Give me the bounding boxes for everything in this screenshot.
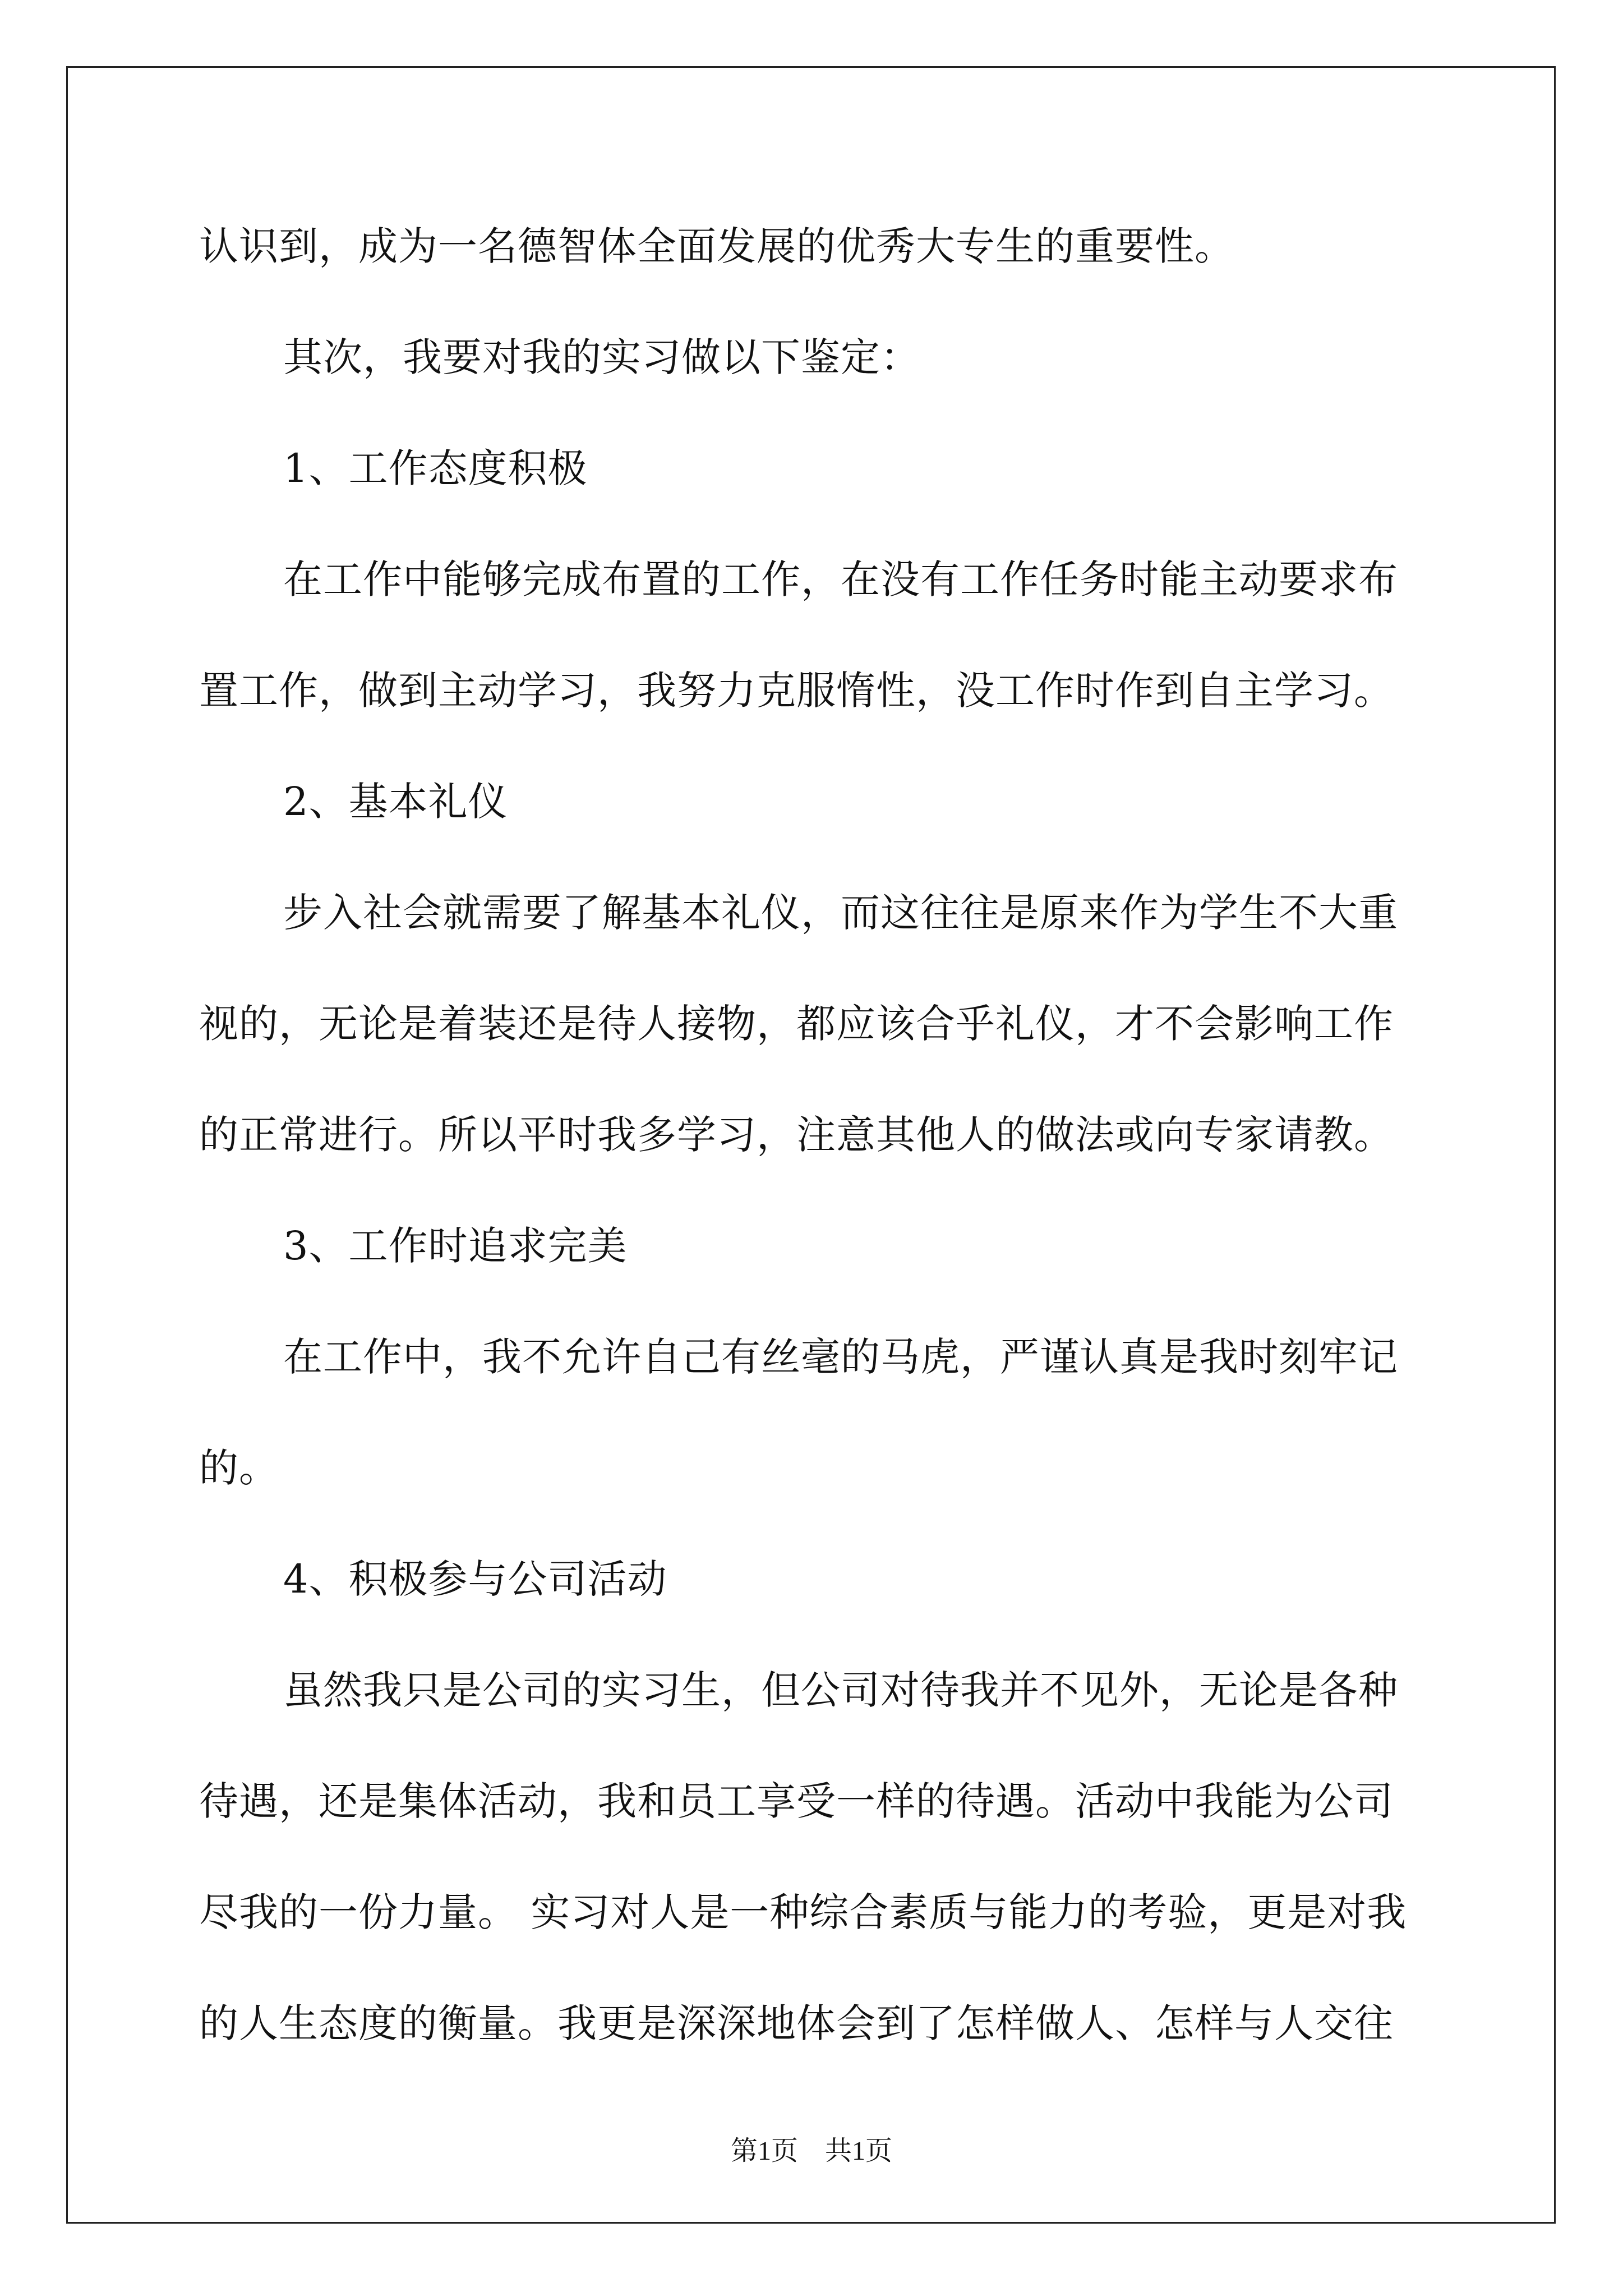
section-heading: 1、工作态度积极 (283, 445, 588, 491)
text-line: 在工作中，我不允许自己有丝毫的马虎，严谨认真是我时刻牢记 (283, 1334, 1398, 1380)
text-line: 在工作中能够完成布置的工作，在没有工作任务时能主动要求布 (283, 556, 1398, 602)
text-line: 其次，我要对我的实习做以下鉴定： (283, 334, 920, 380)
text-line: 步入社会就需要了解基本礼仪，而这往往是原来作为学生不大重 (283, 890, 1398, 936)
document-body (199, 191, 1438, 2079)
text-line: 虽然我只是公司的实习生，但公司对待我并不见外，无论是各种 (283, 1667, 1398, 1713)
text-line: 的。 (199, 1445, 279, 1491)
text-line: 的正常进行。所以平时我多学习，注意其他人的做法或向专家请教。 (199, 1112, 1394, 1158)
text-line: 的人生态度的衡量。我更是深深地体会到了怎样做人、怎样与人交往 (199, 2000, 1394, 2046)
section-heading: 2、基本礼仪 (283, 779, 508, 825)
section-heading: 4、积极参与公司活动 (283, 1556, 667, 1602)
text-line: 置工作，做到主动学习，我努力克服惰性，没工作时作到自主学习。 (199, 668, 1394, 714)
text-line: 视的，无论是着装还是待人接物，都应该合乎礼仪，才不会影响工作 (199, 1001, 1394, 1047)
text-line: 认识到，成为一名德智体全面发展的优秀大专生的重要性。 (199, 223, 1234, 269)
page-footer: 第1页 共1页 (730, 2136, 892, 2166)
section-heading: 3、工作时追求完美 (283, 1223, 628, 1269)
text-line: 待遇，还是集体活动，我和员工享受一样的待遇。活动中我能为公司 (199, 1778, 1394, 1824)
text-line: 尽我的一份力量。 实习对人是一种综合素质与能力的考验，更是对我 (199, 1889, 1407, 1935)
